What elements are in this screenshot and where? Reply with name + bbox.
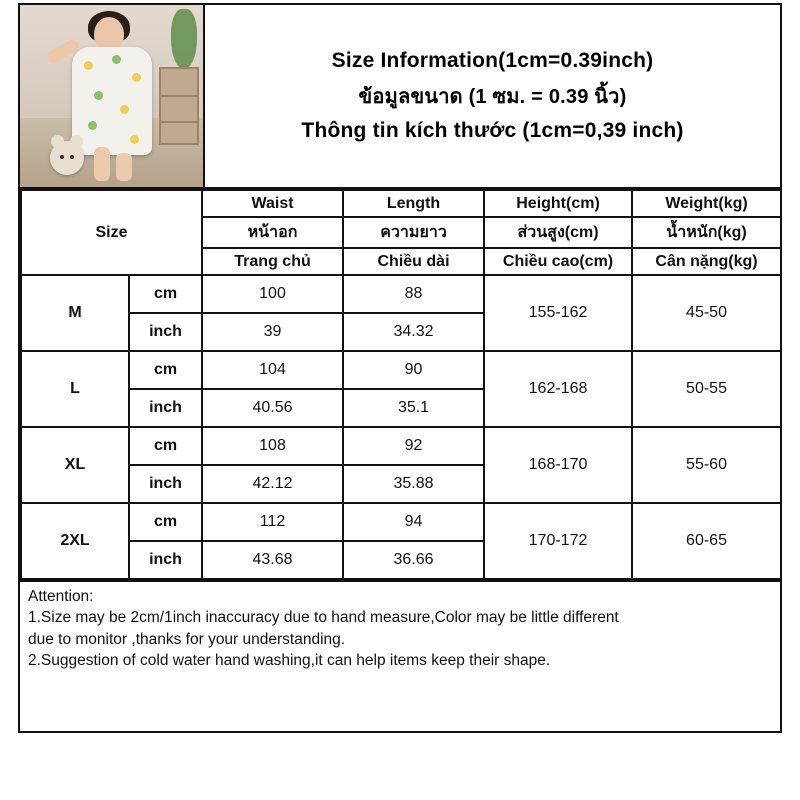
attention-line-1: 1.Size may be 2cm/1inch inaccuracy due to hand measure,Color may be little different: [28, 609, 619, 627]
title-th: ข้อมูลขนาด (1 ซม. = 0.39 นิ้ว): [358, 86, 627, 108]
model-leg-2: [116, 153, 132, 181]
unit-inch: inch: [129, 465, 202, 503]
model-leg: [94, 147, 110, 181]
l-weight: 50-55: [632, 351, 781, 427]
l-waist-cm: 104: [202, 351, 343, 389]
row-size-xl: XL: [21, 427, 129, 503]
unit-cm: cm: [129, 503, 202, 541]
xxl-waist-inch: 43.68: [202, 541, 343, 579]
header-row-en: [21, 190, 781, 217]
table-row: [21, 503, 781, 541]
col-length-vi: Chiều dài: [343, 248, 484, 275]
l-length-cm: 90: [343, 351, 484, 389]
chart-header: [20, 5, 780, 189]
xxl-length-inch: 36.66: [343, 541, 484, 579]
l-waist-inch: 40.56: [202, 389, 343, 427]
col-height-en: Height(cm): [484, 190, 632, 217]
row-size-2xl: 2XL: [21, 503, 129, 579]
plush-toy-icon: [50, 141, 84, 175]
unit-inch: inch: [129, 389, 202, 427]
unit-inch: inch: [129, 541, 202, 579]
xxl-waist-cm: 112: [202, 503, 343, 541]
model-dress: [72, 47, 152, 155]
table-row: [21, 275, 781, 313]
m-waist-inch: 39: [202, 313, 343, 351]
attention-line-3: 2.Suggestion of cold water hand washing,it can help items keep their shape.: [28, 652, 551, 670]
col-height-vi: Chiều cao(cm): [484, 248, 632, 275]
xxl-weight: 60-65: [632, 503, 781, 579]
col-waist-en: Waist: [202, 190, 343, 217]
size-column-header: Size: [21, 190, 202, 275]
plant-icon: [171, 9, 197, 69]
xl-waist-cm: 108: [202, 427, 343, 465]
m-length-cm: 88: [343, 275, 484, 313]
m-length-inch: 34.32: [343, 313, 484, 351]
col-weight-th: น้ำหนัก(kg): [632, 217, 781, 248]
attention-title: Attention:: [28, 588, 94, 605]
xl-weight: 55-60: [632, 427, 781, 503]
xxl-length-cm: 94: [343, 503, 484, 541]
unit-inch: inch: [129, 313, 202, 351]
l-length-inch: 35.1: [343, 389, 484, 427]
col-weight-vi: Cân nặng(kg): [632, 248, 781, 275]
title-block: [205, 5, 780, 187]
unit-cm: cm: [129, 275, 202, 313]
l-height: 162-168: [484, 351, 632, 427]
title-en: Size Information(1cm=0.39inch): [331, 49, 654, 72]
attention-block: [20, 580, 780, 731]
col-height-th: ส่วนสูง(cm): [484, 217, 632, 248]
m-weight: 45-50: [632, 275, 781, 351]
size-chart-frame: [18, 3, 782, 733]
m-waist-cm: 100: [202, 275, 343, 313]
product-photo: [20, 5, 205, 187]
col-length-th: ความยาว: [343, 217, 484, 248]
table-row: [21, 427, 781, 465]
unit-cm: cm: [129, 351, 202, 389]
unit-cm: cm: [129, 427, 202, 465]
row-size-l: L: [21, 351, 129, 427]
table-row: [21, 351, 781, 389]
col-weight-en: Weight(kg): [632, 190, 781, 217]
col-waist-vi: Trang chủ: [202, 248, 343, 275]
title-vi: Thông tin kích thước (1cm=0,39 inch): [301, 119, 684, 142]
attention-line-2: due to monitor ,thanks for your understanding.: [28, 630, 346, 648]
xl-length-cm: 92: [343, 427, 484, 465]
m-height: 155-162: [484, 275, 632, 351]
xxl-height: 170-172: [484, 503, 632, 579]
xl-length-inch: 35.88: [343, 465, 484, 503]
shelf-icon: [159, 67, 199, 145]
col-length-en: Length: [343, 190, 484, 217]
model-head: [94, 17, 124, 51]
col-waist-th: หน้าอก: [202, 217, 343, 248]
xl-height: 168-170: [484, 427, 632, 503]
size-table: [20, 189, 782, 580]
row-size-m: M: [21, 275, 129, 351]
xl-waist-inch: 42.12: [202, 465, 343, 503]
